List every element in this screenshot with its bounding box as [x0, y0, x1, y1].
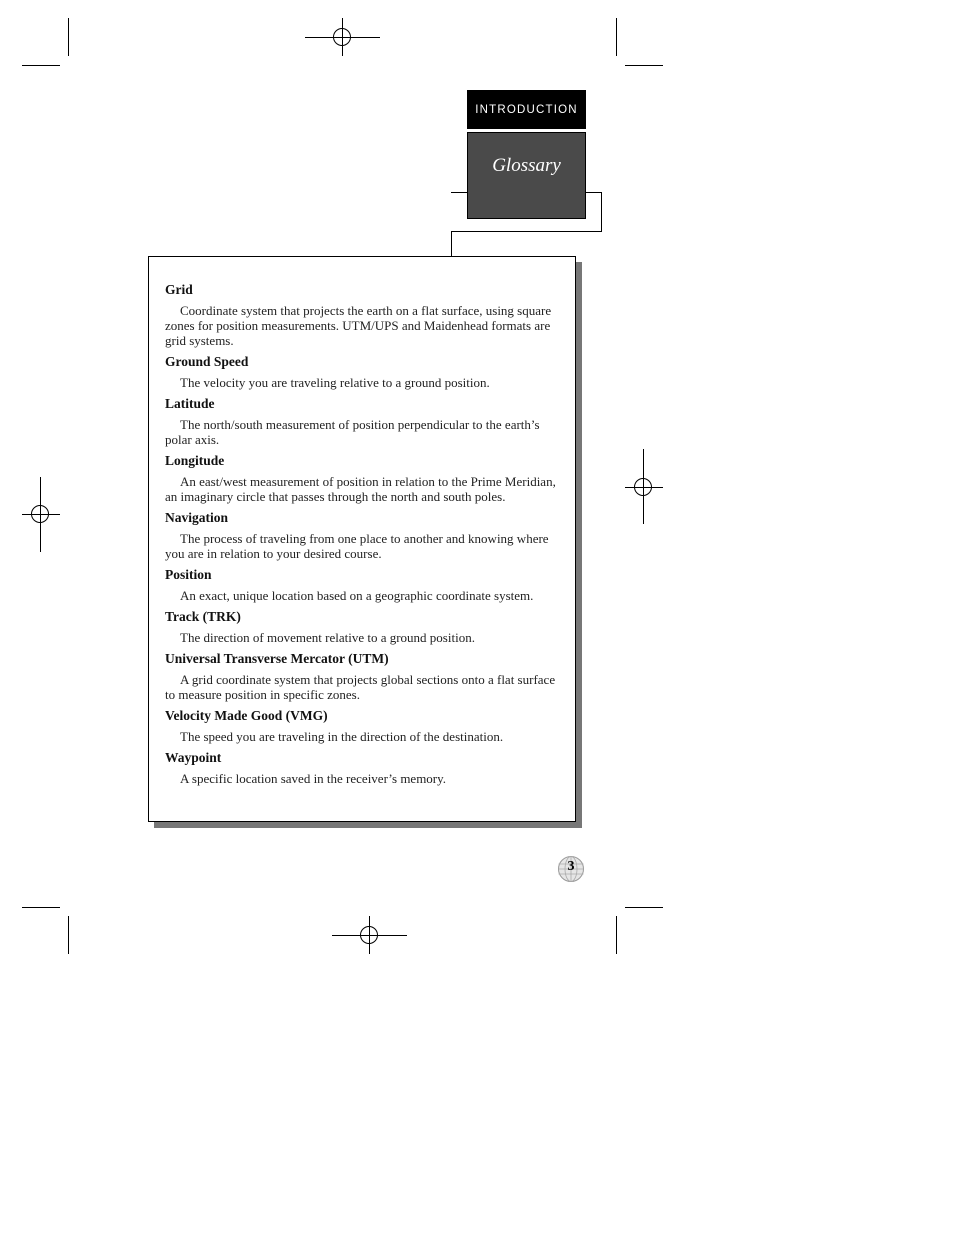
glossary-entry: [165, 452, 559, 504]
glossary-term: Ground Speed: [165, 354, 249, 369]
glossary-definition: An east/west measurement of position in relation to the Prime Meridian, an imaginary circle that passes through the north and south poles.: [165, 474, 556, 504]
page-number-badge: [557, 855, 585, 883]
page-title-box: [467, 132, 586, 219]
glossary-entry: [165, 749, 559, 786]
glossary-definition: The north/south measurement of position perpendicular to the earth’s polar axis.: [165, 417, 540, 447]
glossary-definition: An exact, unique location based on a geographic coordinate system.: [180, 588, 534, 603]
glossary-entry: [165, 566, 559, 603]
section-tab: [467, 90, 586, 129]
glossary-term: Longitude: [165, 453, 225, 468]
glossary-definition: The direction of movement relative to a ground position.: [180, 630, 475, 645]
glossary-term: Grid: [165, 282, 193, 297]
glossary-term: Latitude: [165, 396, 215, 411]
glossary-definition: The velocity you are traveling relative to a ground position.: [180, 375, 490, 390]
glossary-entry: [165, 650, 559, 702]
glossary-definition: Coordinate system that projects the earth on a flat surface, using square zones for position measurements. UTM/UPS and Maidenhead formats are grid systems.: [165, 303, 552, 348]
glossary-definition: A grid coordinate system that projects global sections onto a flat surface to measure position in specific zones.: [165, 672, 556, 702]
glossary-term: Waypoint: [165, 750, 222, 765]
glossary-entry: [165, 395, 559, 447]
glossary-definition: A specific location saved in the receiver’s memory.: [180, 771, 447, 786]
page-number: 3: [567, 859, 575, 874]
glossary-term: Track (TRK): [165, 609, 241, 624]
section-label: INTRODUCTION: [475, 103, 578, 116]
glossary-term: Position: [165, 567, 212, 582]
glossary-term: Velocity Made Good (VMG): [165, 708, 328, 723]
glossary-term: Navigation: [165, 510, 229, 525]
glossary-entry: [165, 509, 559, 561]
glossary-term: Universal Transverse Mercator (UTM): [165, 651, 389, 666]
glossary-definition: The process of traveling from one place to another and knowing where you are in relation to your desired course.: [165, 531, 549, 561]
glossary-entry: [165, 608, 559, 645]
glossary-definition: The speed you are traveling in the direction of the destination.: [180, 729, 504, 744]
glossary-entry: [165, 707, 559, 744]
glossary-entry: [165, 353, 559, 390]
glossary-entry: [165, 281, 559, 348]
glossary-card: [148, 256, 576, 822]
page-title: Glossary: [492, 155, 561, 176]
